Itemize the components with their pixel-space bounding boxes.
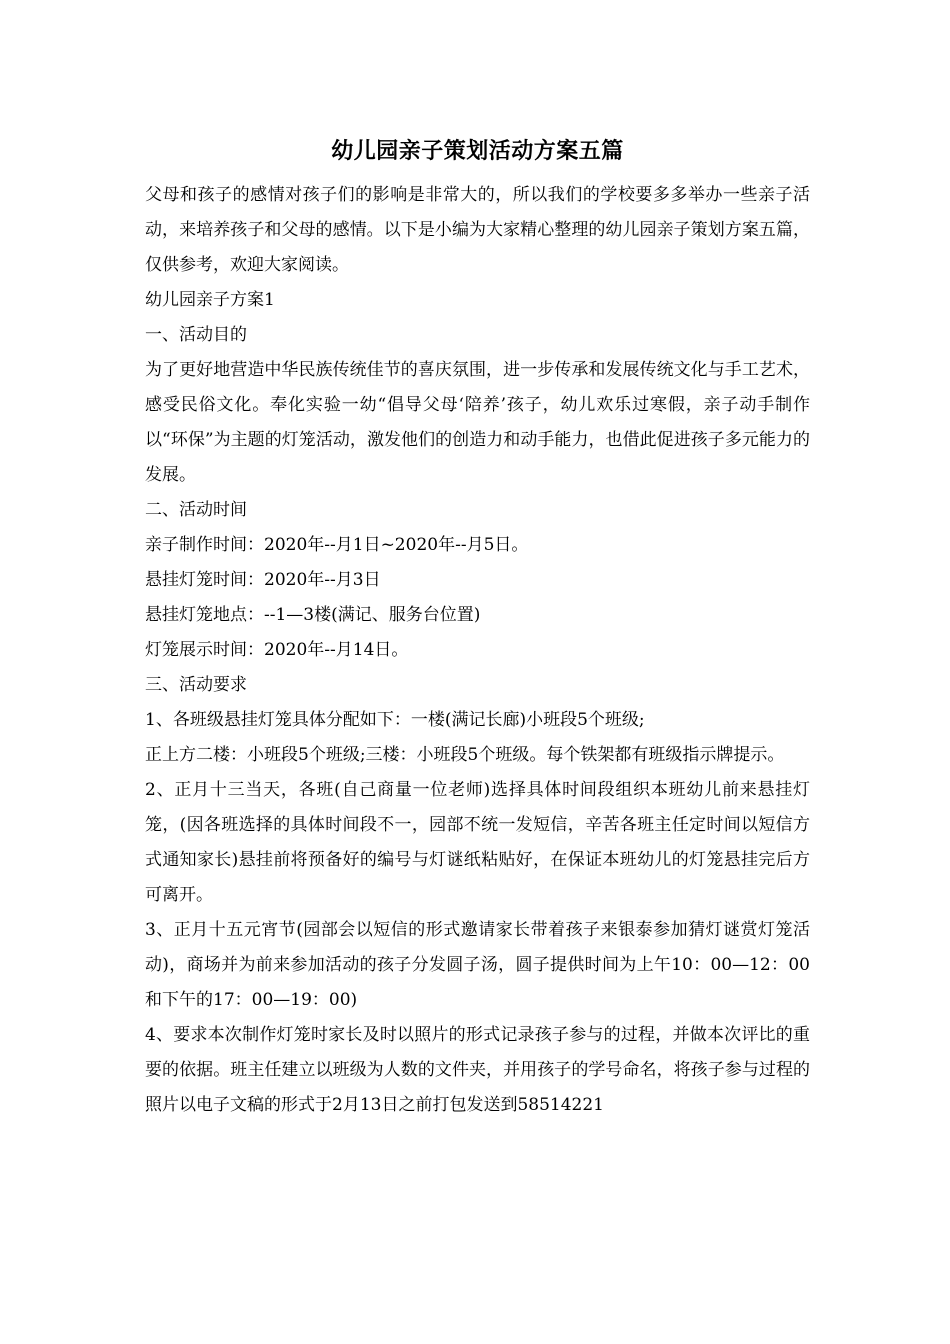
line-hanging-location: 悬挂灯笼地点：--1—3楼(满记、服务台位置): [145, 605, 481, 625]
document-title: 幼儿园亲子策划活动方案五篇: [331, 139, 624, 164]
heading-activity-time: 二、活动时间: [145, 500, 247, 520]
line-hanging-time: 悬挂灯笼时间：2020年--月3日: [145, 570, 381, 590]
heading-activity-purpose: 一、活动目的: [145, 325, 247, 345]
document-body: [145, 132, 810, 1123]
line-making-time: 亲子制作时间：2020年--月1日~2020年--月5日。: [145, 535, 529, 555]
section-heading-plan-1: 幼儿园亲子方案1: [145, 290, 275, 310]
requirement-1: 1、各班级悬挂灯笼具体分配如下：一楼(满记长廊)小班段5个班级;: [145, 710, 645, 730]
requirement-2: 2、正月十三当天，各班(自己商量一位老师)选择具体时间段组织本班幼儿前来悬挂灯笼，(因各班选择的具体时间段不一，园部不统一发短信，辛苦各班主任定时间以短信方式通知家长)悬挂前将预备好的编号与灯谜纸粘贴好，在保证本班幼儿的灯笼悬挂完后方可离开。: [145, 780, 810, 905]
requirement-4: 4、要求本次制作灯笼时家长及时以照片的形式记录孩子参与的过程，并做本次评比的重要的依据。班主任建立以班级为人数的文件夹，并用孩子的学号命名，将孩子参与过程的照片以电子文稿的形式于2月13日之前打包发送到58514221: [145, 1025, 810, 1115]
line-display-time: 灯笼展示时间：2020年--月14日。: [145, 640, 409, 660]
requirement-3: 3、正月十五元宵节(园部会以短信的形式邀请家长带着孩子来银泰参加猜灯谜赏灯笼活动)，商场并为前来参加活动的孩子分发圆子汤，圆子提供时间为上午10：00—12：00和下午的17：00—19：00): [145, 920, 810, 1010]
heading-activity-requirements: 三、活动要求: [145, 675, 247, 695]
requirement-1-continued: 正上方二楼：小班段5个班级;三楼：小班段5个班级。每个铁架都有班级指示牌提示。: [145, 745, 785, 765]
paragraph-activity-purpose: 为了更好地营造中华民族传统佳节的喜庆氛围，进一步传承和发展传统文化与手工艺术，感受民俗文化。奉化实验一幼“倡导父母‘陪养’孩子，幼儿欢乐过寒假，亲子动手制作以“环保”为主题的灯笼活动，激发他们的创造力和动手能力，也借此促进孩子多元能力的发展。: [145, 360, 810, 485]
intro-paragraph: 父母和孩子的感情对孩子们的影响是非常大的，所以我们的学校要多多举办一些亲子活动，来培养孩子和父母的感情。以下是小编为大家精心整理的幼儿园亲子策划方案五篇，仅供参考，欢迎大家阅读。: [145, 185, 810, 275]
